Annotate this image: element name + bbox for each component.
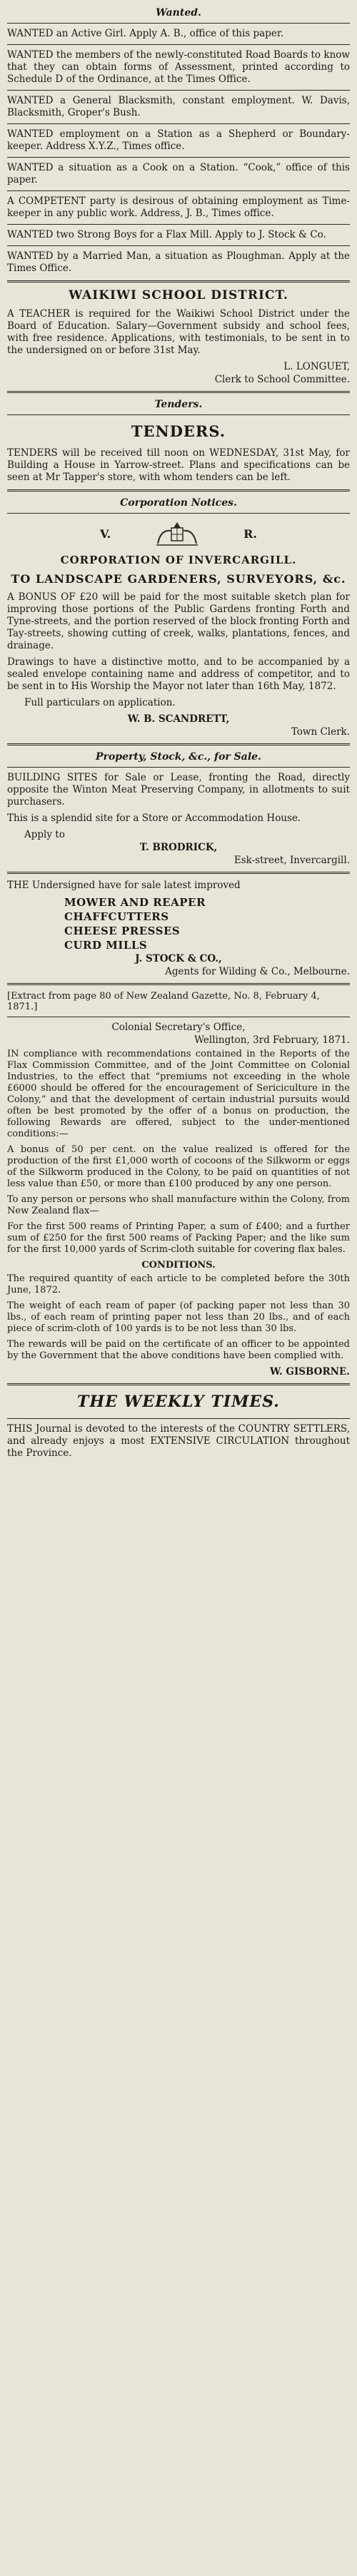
gazette-extract: [Extract from page 80 of New Zealand Gazette, No. 8, February 4, 1871.] [7,991,320,1012]
corporation-signer: W. B. SCANDRETT, [127,713,230,725]
corporation-body-1: A BONUS OF £20 will be paid for the most suitable sketch plan for improving those portions of the Public Gardens fronting Forth and Tyne-streets, and the portion reserved of the block fronting Forth and Tay-streets, showing cutting of creek, walks, plantations, fences, and drainage. [7,591,350,651]
wanted-ad: WANTED by a Married Man, a situation as Ploughman. Apply at the Times Office. [7,250,350,274]
corporation-role: Town Clerk. [291,726,350,738]
wanted-ad: WANTED the members of the newly-constituted Road Boards to know that they can obtain forms of Assessment, printed according to Schedule D of the Ordinance, at the Times Office. [7,49,350,85]
property-apply: Apply to [24,829,65,840]
tenders-title: TENDERS. [131,422,226,440]
wanted-ad: WANTED two Strong Boys for a Flax Mill. Apply to J. Stock & Co. [7,229,326,240]
divider [7,245,350,246]
wanted-ad: WANTED a General Blacksmith, constant employment. W. Davis, Blacksmith, Groper's Bush. [7,95,350,118]
wanted-ad: A COMPETENT party is desirous of obtaining employment as Time-keeper in any public work. Address, J. B., Times office. [7,195,350,219]
divider [7,391,350,393]
divider [7,190,350,191]
divider [7,157,350,158]
divider [7,44,350,45]
divider [7,280,350,282]
property-body-1: BUILDING SITES for Sale or Lease, fronting the Road, directly opposite the Winton Meat Preserving Company, in allotments to suit purchasers. [7,772,350,808]
section-heading-wanted: Wanted. [156,7,201,19]
divider [7,872,350,874]
divider [7,90,350,91]
section-heading-property: Property, Stock, &c., for Sale. [96,751,261,763]
stock-item: CHAFFCUTTERS [64,910,169,923]
stock-agents: Agents for Wilding & Co., Melbourne. [165,966,350,977]
waikiwi-title: WAIKIWI SCHOOL DISTRICT. [69,288,288,302]
property-name: T. BRODRICK, [139,842,218,853]
divider [7,224,350,225]
waikiwi-body: A TEACHER is required for the Waikiwi School District under the Board of Education. Salary—Government subsidy and school fees, with free residence. Applications, with testimonials, to be sent in to the undersigned on or before 31st May. [7,308,350,356]
divider [7,23,350,24]
divider [7,767,350,768]
gazette-para-1: IN compliance with recommendations contained in the Reports of the Flax Commission Committee, and of the Joint Committee on Colonial Industries, to the effect that “premiums not exceeding in the whole £6000 should be offered for the encouragement of Sericiculture in the Colony,” and that the development of certain industrial pursuits would often be best promoted by the offer of a bonus on production, the following Rewards are offered, subject to the under-mentioned conditions:— [7,1049,350,1139]
section-heading-corporation: Corporation Notices. [120,497,237,509]
corporation-title: CORPORATION OF INVERCARGILL. [60,554,297,566]
corporation-body-3: Full particulars on application. [24,697,176,708]
property-address: Esk-street, Invercargill. [233,855,350,866]
divider [7,1418,350,1419]
gazette-date: Wellington, 3rd February, 1871. [194,1034,350,1046]
gazette-para-5: The required quantity of each article to be completed before the 30th June, 1872. [7,1273,350,1295]
gazette-para-4: For the first 500 reams of Printing Paper, a sum of £400; and a further sum of £250 for the first 500 reams of Packing Paper; and the like sum for the first 10,000 yards of Scrim-cloth suitable for covering flax bales. [7,1221,350,1255]
tenders-body: TENDERS will be received till noon on WEDNESDAY, 31st May, for Building a House in Yarrow-street. Plans and specifications can be seen at Mr Tapper's store, with whom tenders can be left. [7,447,350,483]
crest-letter-left: V. [100,526,111,541]
corporation-subtitle: TO LANDSCAPE GARDENERS, SURVEYORS, &c. [11,572,346,586]
stock-item: CHEESE PRESSES [64,925,181,937]
weekly-times-body: THIS Journal is devoted to the interests of the COUNTRY SETTLERS, and already enjoys a most EXTENSIVE CIRCULATION throughout the Province. [7,1423,350,1459]
stock-firm: J. STOCK & CO., [135,953,222,964]
divider [7,983,350,985]
gazette-para-7: The rewards will be paid on the certificate of an officer to be appointed by the Government that the above conditions have been complied with. [7,1339,350,1361]
waikiwi-role: Clerk to School Committee. [214,374,350,385]
wanted-list [7,28,350,275]
stock-items-list [7,896,350,952]
gazette-conditions-heading: CONDITIONS. [141,1260,216,1271]
corporation-body-2: Drawings to have a distinctive motto, and to be accompanied by a sealed envelope containing name and address of competitor, and to be sent in to His Worship the Mayor not later than 16th May, 1872. [7,656,350,692]
stock-intro: THE Undersigned have for sale latest improved [7,880,241,891]
gazette-signer: W. GISBORNE. [269,1366,350,1378]
divider [7,1383,350,1385]
gazette-para-6: The weight of each ream of paper (of packing paper not less than 30 lbs., of each ream of printing paper not less than 20 lbs., and of each piece of scrim-cloth of 100 yards is to be not less than 30 lbs. [7,1300,350,1334]
gazette-para-3: To any person or persons who shall manufacture within the Colony, from New Zealand flax— [7,1194,350,1216]
royal-coat-of-arms-icon [152,519,202,548]
divider [7,414,350,415]
waikiwi-signer: L. LONGUET, [283,361,350,372]
crest-letter-right: R. [243,526,257,541]
gazette-para-2: A bonus of 50 per cent. on the value realized is offered for the production of the first £1,000 worth of cocoons of the Silkworm or eggs of the Silkworm produced in the Colony, to be paid on quantities of not less value than £50, or more than £100 produced by any one person. [7,1144,350,1189]
section-heading-tenders: Tenders. [154,399,203,410]
newspaper-column [7,0,350,1460]
stock-item: CURD MILLS [64,939,148,952]
stock-item: MOWER AND REAPER [64,896,206,909]
weekly-times-title: THE WEEKLY TIMES. [77,1393,280,1411]
divider [7,489,350,492]
gazette-office: Colonial Secretary's Office, [111,1022,246,1033]
divider [7,513,350,514]
royal-crest-row [100,519,257,548]
divider [7,743,350,745]
wanted-ad: WANTED a situation as a Cook on a Station. “Cook,” office of this paper. [7,162,350,185]
wanted-ad: WANTED employment on a Station as a Shepherd or Boundary-keeper. Address X.Y.Z., Times office. [7,128,350,152]
property-body-2: This is a splendid site for a Store or Accommodation House. [7,813,301,824]
wanted-ad: WANTED an Active Girl. Apply A. B., office of this paper. [7,28,284,39]
divider [7,123,350,124]
